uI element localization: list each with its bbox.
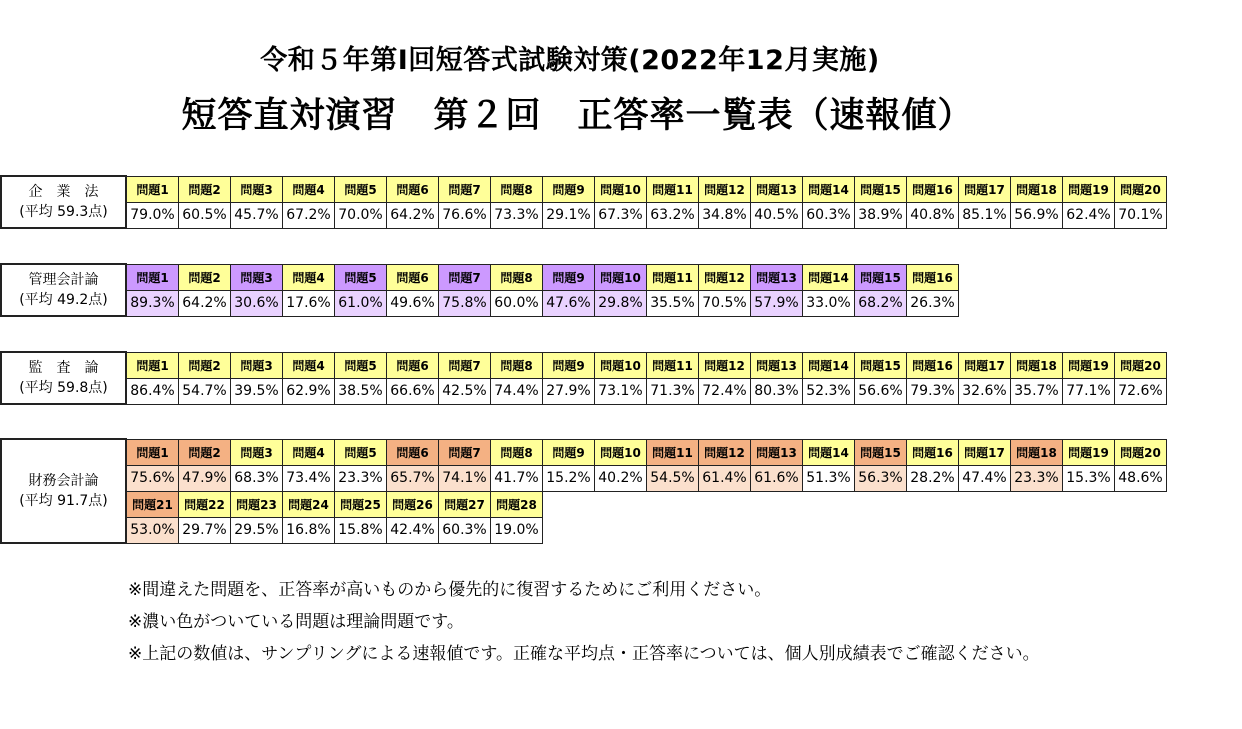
- question-header: 問題7: [439, 439, 491, 465]
- question-header: 問題18: [1011, 352, 1063, 378]
- section-average: (平均 59.8点): [19, 380, 108, 396]
- question-header: 問題14: [803, 352, 855, 378]
- correct-rate-cell: 29.7%: [179, 517, 231, 543]
- question-header: 問題9: [543, 439, 595, 465]
- question-header: 問題20: [1115, 439, 1167, 465]
- correct-rate-cell: 38.5%: [335, 378, 387, 404]
- question-header: 問題5: [335, 439, 387, 465]
- question-header: 問題2: [179, 352, 231, 378]
- correct-rate-cell: 29.5%: [231, 517, 283, 543]
- question-header: 問題10: [595, 439, 647, 465]
- question-header: 問題7: [439, 176, 491, 202]
- question-header: 問題15: [855, 176, 907, 202]
- question-header: 問題14: [803, 176, 855, 202]
- section-label: [1, 352, 126, 404]
- question-header: 問題17: [959, 352, 1011, 378]
- question-header: 問題1: [126, 264, 179, 290]
- section-label: [1, 264, 126, 316]
- question-header: 問題6: [387, 176, 439, 202]
- question-header: 問題3: [231, 439, 283, 465]
- correct-rate-cell: 26.3%: [907, 290, 959, 316]
- question-header: 問題12: [699, 352, 751, 378]
- section-average: (平均 91.7点): [19, 493, 108, 509]
- correct-rate-cell: 47.9%: [179, 465, 231, 491]
- question-header: 問題14: [803, 439, 855, 465]
- correct-rate-cell: 39.5%: [231, 378, 283, 404]
- correct-rate-cell: 74.1%: [439, 465, 491, 491]
- correct-rate-cell: 15.2%: [543, 465, 595, 491]
- correct-rate-cell: 38.9%: [855, 202, 907, 228]
- correct-rate-cell: 34.8%: [699, 202, 751, 228]
- question-header: 問題17: [959, 176, 1011, 202]
- question-header: 問題16: [907, 352, 959, 378]
- correct-rate-cell: 79.3%: [907, 378, 959, 404]
- correct-rate-cell: 62.9%: [283, 378, 335, 404]
- question-header: 問題4: [283, 264, 335, 290]
- correct-rate-cell: 72.4%: [699, 378, 751, 404]
- correct-rate-cell: 73.4%: [283, 465, 335, 491]
- correct-rate-cell: 28.2%: [907, 465, 959, 491]
- question-header: 問題15: [855, 439, 907, 465]
- question-header: 問題26: [387, 491, 439, 517]
- correct-rate-cell: 15.3%: [1063, 465, 1115, 491]
- correct-rate-cell: 32.6%: [959, 378, 1011, 404]
- question-header: 問題2: [179, 439, 231, 465]
- correct-rate-cell: 79.0%: [126, 202, 179, 228]
- question-header: 問題11: [647, 264, 699, 290]
- section-name: 財務会計論: [28, 473, 99, 489]
- question-header: 問題10: [595, 176, 647, 202]
- question-header: 問題4: [283, 439, 335, 465]
- question-header: 問題12: [699, 264, 751, 290]
- question-header: 問題19: [1063, 352, 1115, 378]
- correct-rate-cell: 67.2%: [283, 202, 335, 228]
- note-1: ※間違えた問題を、正答率が高いものから優先的に復習するためにご利用ください。: [128, 580, 772, 600]
- correct-rate-cell: 30.6%: [231, 290, 283, 316]
- correct-rate-cell: 75.6%: [126, 465, 179, 491]
- question-header: 問題9: [543, 176, 595, 202]
- question-header: 問題15: [855, 352, 907, 378]
- question-header: 問題18: [1011, 439, 1063, 465]
- question-header: 問題13: [751, 439, 803, 465]
- correct-rate-cell: 27.9%: [543, 378, 595, 404]
- correct-rate-cell: 71.3%: [647, 378, 699, 404]
- question-header: 問題16: [907, 264, 959, 290]
- correct-rate-cell: 61.6%: [751, 465, 803, 491]
- correct-rate-cell: 65.7%: [387, 465, 439, 491]
- question-header: 問題12: [699, 176, 751, 202]
- correct-rate-cell: 70.0%: [335, 202, 387, 228]
- question-header: 問題11: [647, 439, 699, 465]
- question-header: 問題8: [491, 352, 543, 378]
- correct-rate-cell: 15.8%: [335, 517, 387, 543]
- note-2: ※濃い色がついている問題は理論問題です。: [128, 612, 464, 632]
- question-header: 問題11: [647, 352, 699, 378]
- question-header: 問題1: [126, 176, 179, 202]
- correct-rate-cell: 73.1%: [595, 378, 647, 404]
- title-line-1: 令和５年第Ⅰ回短答式試験対策(2022年12月実施): [260, 45, 880, 76]
- question-header: 問題19: [1063, 439, 1115, 465]
- correct-rate-cell: 61.0%: [335, 290, 387, 316]
- question-header: 問題5: [335, 352, 387, 378]
- question-header: 問題20: [1115, 352, 1167, 378]
- correct-rate-cell: 70.1%: [1115, 202, 1167, 228]
- question-header: 問題15: [855, 264, 907, 290]
- correct-rate-cell: 41.7%: [491, 465, 543, 491]
- correct-rate-cell: 47.6%: [543, 290, 595, 316]
- correct-rate-cell: 40.8%: [907, 202, 959, 228]
- question-header: 問題21: [126, 491, 179, 517]
- correct-rate-cell: 52.3%: [803, 378, 855, 404]
- question-header: 問題3: [231, 176, 283, 202]
- question-header: 問題6: [387, 352, 439, 378]
- correct-rate-cell: 40.2%: [595, 465, 647, 491]
- question-header: 問題17: [959, 439, 1011, 465]
- correct-rate-cell: 16.8%: [283, 517, 335, 543]
- correct-rate-cell: 56.3%: [855, 465, 907, 491]
- question-header: 問題4: [283, 176, 335, 202]
- correct-rate-cell: 47.4%: [959, 465, 1011, 491]
- correct-rate-cell: 42.5%: [439, 378, 491, 404]
- correct-rate-cell: 60.0%: [491, 290, 543, 316]
- question-header: 問題1: [126, 439, 179, 465]
- correct-rate-cell: 33.0%: [803, 290, 855, 316]
- correct-rate-cell: 23.3%: [335, 465, 387, 491]
- correct-rate-cell: 49.6%: [387, 290, 439, 316]
- section-table: [0, 263, 959, 317]
- question-header: 問題7: [439, 352, 491, 378]
- correct-rate-cell: 54.7%: [179, 378, 231, 404]
- section-name: 管理会計論: [28, 272, 99, 288]
- question-header: 問題5: [335, 264, 387, 290]
- notes: [128, 574, 1040, 670]
- question-header: 問題24: [283, 491, 335, 517]
- correct-rate-cell: 60.3%: [439, 517, 491, 543]
- question-header: 問題13: [751, 176, 803, 202]
- correct-rate-cell: 75.8%: [439, 290, 491, 316]
- question-header: 問題22: [179, 491, 231, 517]
- question-header: 問題3: [231, 352, 283, 378]
- question-header: 問題2: [179, 176, 231, 202]
- correct-rate-cell: 51.3%: [803, 465, 855, 491]
- question-header: 問題8: [491, 264, 543, 290]
- question-header: 問題11: [647, 176, 699, 202]
- correct-rate-cell: 73.3%: [491, 202, 543, 228]
- question-header: 問題20: [1115, 176, 1167, 202]
- note-3: ※上記の数値は、サンプリングによる速報値です。正確な平均点・正答率については、個人別成績表でご確認ください。: [128, 644, 1040, 664]
- correct-rate-cell: 35.7%: [1011, 378, 1063, 404]
- correct-rate-cell: 68.2%: [855, 290, 907, 316]
- correct-rate-cell: 35.5%: [647, 290, 699, 316]
- correct-rate-cell: 23.3%: [1011, 465, 1063, 491]
- correct-rate-cell: 72.6%: [1115, 378, 1167, 404]
- question-header: 問題7: [439, 264, 491, 290]
- correct-rate-cell: 67.3%: [595, 202, 647, 228]
- correct-rate-cell: 62.4%: [1063, 202, 1115, 228]
- section-average: (平均 49.2点): [19, 292, 108, 308]
- section-table: [0, 351, 1167, 405]
- question-header: 問題8: [491, 439, 543, 465]
- question-header: 問題6: [387, 439, 439, 465]
- correct-rate-cell: 86.4%: [126, 378, 179, 404]
- question-header: 問題5: [335, 176, 387, 202]
- section-name: 企 業 法: [28, 184, 99, 200]
- question-header: 問題18: [1011, 176, 1063, 202]
- section-label: [1, 176, 126, 228]
- question-header: 問題16: [907, 439, 959, 465]
- correct-rate-cell: 29.8%: [595, 290, 647, 316]
- correct-rate-cell: 66.6%: [387, 378, 439, 404]
- question-header: 問題12: [699, 439, 751, 465]
- correct-rate-cell: 17.6%: [283, 290, 335, 316]
- question-header: 問題13: [751, 352, 803, 378]
- section-average: (平均 59.3点): [19, 204, 108, 220]
- question-header: 問題2: [179, 264, 231, 290]
- correct-rate-cell: 48.6%: [1115, 465, 1167, 491]
- correct-rate-cell: 63.2%: [647, 202, 699, 228]
- correct-rate-cell: 40.5%: [751, 202, 803, 228]
- correct-rate-cell: 56.9%: [1011, 202, 1063, 228]
- question-header: 問題25: [335, 491, 387, 517]
- correct-rate-cell: 70.5%: [699, 290, 751, 316]
- question-header: 問題1: [126, 352, 179, 378]
- correct-rate-cell: 61.4%: [699, 465, 751, 491]
- correct-rate-cell: 29.1%: [543, 202, 595, 228]
- question-header: 問題16: [907, 176, 959, 202]
- title-line-2: 短答直対演習 第２回 正答率一覧表（速報値）: [181, 96, 974, 136]
- section-table: [0, 175, 1167, 229]
- correct-rate-cell: 89.3%: [126, 290, 179, 316]
- question-header: 問題9: [543, 264, 595, 290]
- question-header: 問題28: [491, 491, 543, 517]
- question-header: 問題8: [491, 176, 543, 202]
- question-header: 問題10: [595, 352, 647, 378]
- correct-rate-cell: 60.3%: [803, 202, 855, 228]
- section-label: [1, 439, 126, 543]
- question-header: 問題14: [803, 264, 855, 290]
- correct-rate-cell: 56.6%: [855, 378, 907, 404]
- question-header: 問題10: [595, 264, 647, 290]
- question-header: 問題4: [283, 352, 335, 378]
- question-header: 問題3: [231, 264, 283, 290]
- correct-rate-cell: 76.6%: [439, 202, 491, 228]
- correct-rate-cell: 80.3%: [751, 378, 803, 404]
- correct-rate-cell: 60.5%: [179, 202, 231, 228]
- correct-rate-cell: 85.1%: [959, 202, 1011, 228]
- correct-rate-cell: 64.2%: [387, 202, 439, 228]
- correct-rate-cell: 68.3%: [231, 465, 283, 491]
- question-header: 問題13: [751, 264, 803, 290]
- section-name: 監 査 論: [28, 360, 99, 376]
- section-table: [0, 438, 1167, 544]
- correct-rate-cell: 64.2%: [179, 290, 231, 316]
- correct-rate-cell: 45.7%: [231, 202, 283, 228]
- correct-rate-cell: 74.4%: [491, 378, 543, 404]
- question-header: 問題9: [543, 352, 595, 378]
- correct-rate-cell: 54.5%: [647, 465, 699, 491]
- correct-rate-cell: 77.1%: [1063, 378, 1115, 404]
- correct-rate-cell: 57.9%: [751, 290, 803, 316]
- question-header: 問題19: [1063, 176, 1115, 202]
- question-header: 問題6: [387, 264, 439, 290]
- correct-rate-cell: 42.4%: [387, 517, 439, 543]
- correct-rate-cell: 19.0%: [491, 517, 543, 543]
- question-header: 問題23: [231, 491, 283, 517]
- correct-rate-cell: 53.0%: [126, 517, 179, 543]
- question-header: 問題27: [439, 491, 491, 517]
